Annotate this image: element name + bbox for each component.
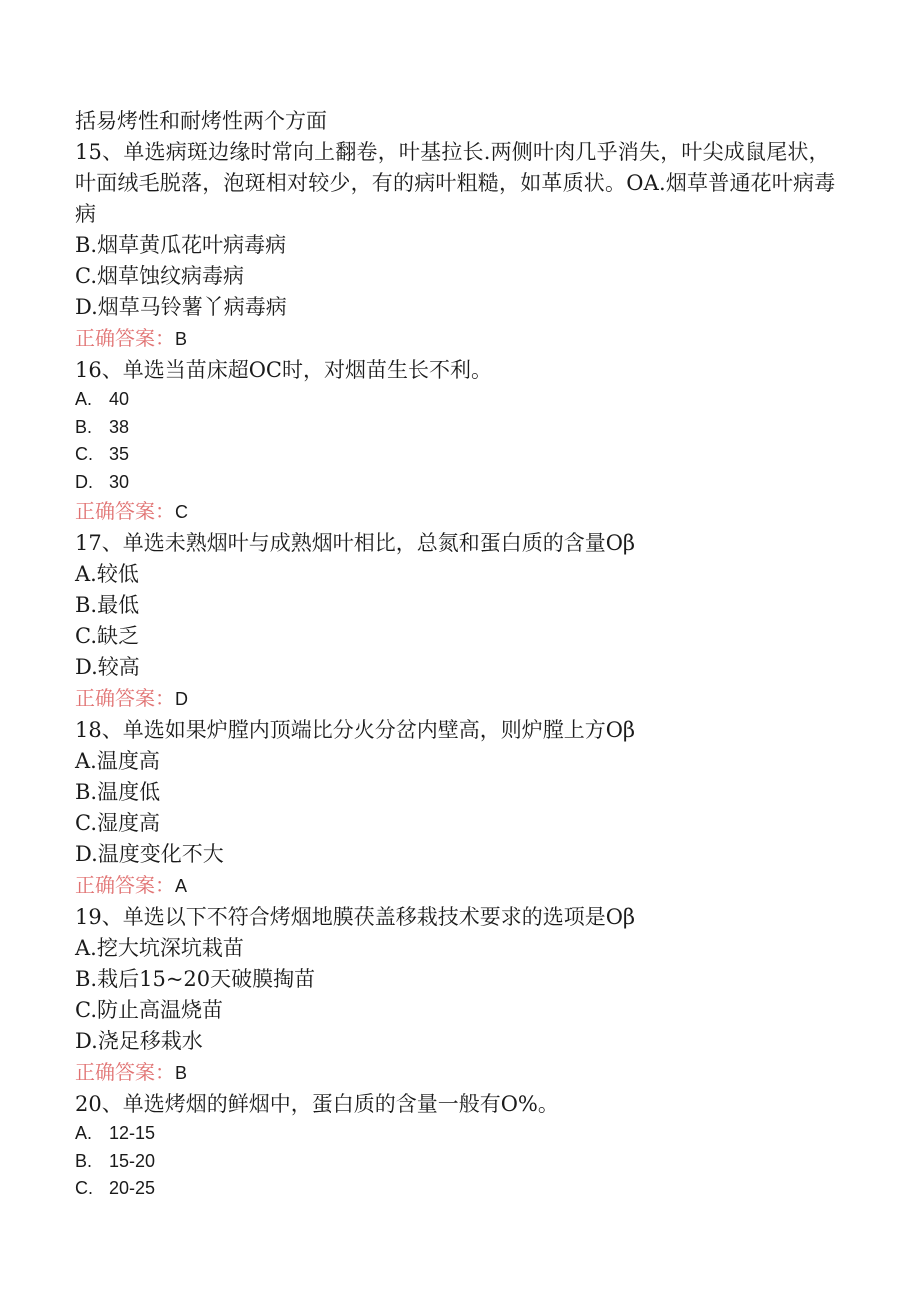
option-item: B.栽后15~20天破膜掏苗 [75, 967, 316, 991]
question-stem: 15、单选病斑边缘时常向上翻卷，叶基拉长.两侧叶肉几乎消失，叶尖成鼠尾状，叶面绒毛脱落，泡斑相对较少，有的病叶粗糙，如革质状。OA.烟草普通花叶病毒病 [75, 140, 836, 226]
answer-value: C [175, 502, 188, 522]
option-item: B.烟草黄瓜花叶病毒病 [75, 233, 287, 257]
question-stem: 19、单选以下不符合烤烟地膜茯盖移栽技术要求的选项是Oβ [75, 905, 636, 929]
answer-value: B [175, 1063, 188, 1083]
answer-label: 正确答案： [75, 873, 175, 897]
option-item: A.较低 [75, 562, 139, 586]
answer-line [75, 1057, 855, 1089]
option-item: C.防止高温烧苗 [75, 998, 223, 1022]
option-item [75, 1175, 855, 1203]
option-letter: B. [75, 1150, 93, 1171]
option-item: B.温度低 [75, 780, 161, 804]
question-stem: 17、单选未熟烟叶与成熟烟叶相比，总氮和蛋白质的含量Oβ [75, 531, 636, 555]
answer-line [75, 323, 855, 355]
option-value: 40 [109, 389, 130, 409]
option-letter: C. [75, 444, 93, 464]
option-item [75, 1120, 855, 1148]
intro-line: 括易烤性和耐烤性两个方面 [75, 109, 327, 133]
answer-label: 正确答案： [75, 326, 175, 350]
answer-value: A [175, 876, 188, 896]
option-value: 38 [109, 416, 130, 437]
question-block [75, 902, 855, 1089]
option-item: C.湿度高 [75, 811, 160, 835]
question-block [75, 528, 855, 715]
option-item: D.浇足移栽水 [75, 1029, 203, 1053]
option-item: A.温度高 [75, 749, 160, 773]
document-page [75, 106, 855, 1203]
question-block [75, 355, 855, 528]
question-block [75, 137, 855, 355]
option-letter: A. [75, 1123, 93, 1143]
answer-label: 正确答案： [75, 686, 175, 710]
option-item [75, 386, 855, 414]
answer-value: B [175, 329, 188, 349]
question-block [75, 715, 855, 902]
question-stem: 18、单选如果炉膛内顶端比分火分岔内壁高，则炉膛上方Oβ [75, 718, 636, 742]
option-item [75, 414, 855, 442]
option-item [75, 1148, 855, 1176]
answer-label: 正确答案： [75, 1060, 175, 1084]
question-stem: 20、单选烤烟的鲜烟中，蛋白质的含量一般有O%。 [75, 1092, 559, 1116]
answer-line [75, 496, 855, 528]
option-item: A.挖大坑深坑栽苗 [75, 936, 244, 960]
answer-line [75, 683, 855, 715]
option-letter: B. [75, 416, 93, 437]
option-item: C.缺乏 [75, 624, 139, 648]
answer-value: D [175, 689, 188, 709]
option-value: 35 [109, 444, 130, 464]
question-stem: 16、单选当苗床超OC时，对烟苗生长不利。 [75, 358, 493, 382]
option-item [75, 441, 855, 469]
option-item: D.烟草马铃薯丫病毒病 [75, 295, 287, 319]
option-letter: A. [75, 389, 93, 409]
option-item: D.较高 [75, 655, 140, 679]
option-value: 12-15 [109, 1123, 156, 1143]
option-item: B.最低 [75, 593, 140, 617]
option-item [75, 469, 855, 497]
answer-label: 正确答案： [75, 499, 175, 523]
answer-line [75, 870, 855, 902]
option-letter: C. [75, 1178, 93, 1198]
option-item: C.烟草蚀纹病毒病 [75, 264, 244, 288]
option-value: 15-20 [109, 1150, 156, 1171]
option-value: 30 [109, 471, 130, 492]
option-letter: D. [75, 471, 93, 492]
question-block [75, 1089, 855, 1203]
option-value: 20-25 [109, 1178, 156, 1198]
option-item: D.温度变化不大 [75, 842, 224, 866]
